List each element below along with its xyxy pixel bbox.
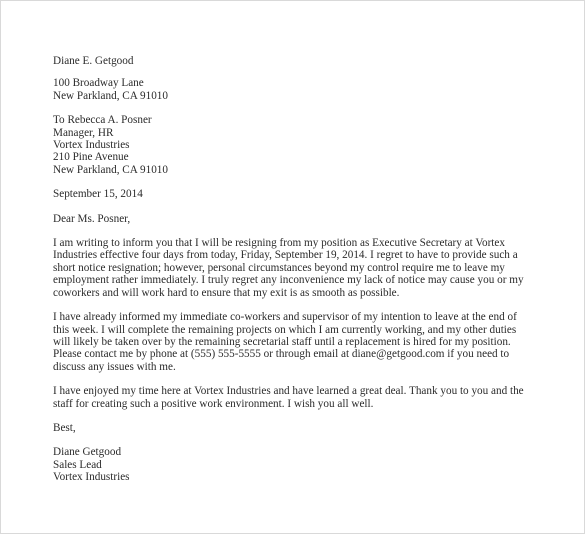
- sender-name: Diane E. Getgood: [53, 55, 134, 67]
- letter-date: September 15, 2014: [53, 188, 143, 201]
- resignation-letter: [53, 55, 533, 484]
- recipient-line5: New Parkland, CA 91010: [53, 163, 168, 176]
- signature-title: Sales Lead: [53, 458, 102, 471]
- recipient-line4: 210 Pine Avenue: [53, 151, 129, 164]
- salutation: Dear Ms. Posner,: [53, 212, 131, 225]
- signature-company: Vortex Industries: [53, 471, 130, 484]
- sender-address-line1: 100 Broadway Lane: [53, 77, 144, 90]
- body-paragraph-1: I am writing to inform you that I will be resigning from my position as Executive Secretary at Vortex Industries effective four days from today, Friday, September 19, 2014. I regret to have to provide such a short notice resignation; however, personal circumstances beyond my control require me to leave my employment rather immediately. I truly regret any inconvenience my lack of notice may cause you or my coworkers and will work hard to ensure that my exit is as smooth as possible.: [53, 237, 524, 299]
- signature-block: [53, 446, 533, 483]
- recipient-block: [53, 114, 533, 176]
- recipient-line2: Manager, HR: [53, 126, 114, 139]
- body-paragraph-2: I have already informed my immediate co-workers and supervisor of my intention to leave at the end of this week. I will complete the remaining projects on which I am currently working, and my other duties will likely be taken over by the remaining secretarial staff until a replacement is hired for my position. Please contact me by phone at (555) 555-5555 or through email at diane@getgood.com if you need to discuss any issues with me.: [53, 311, 517, 373]
- recipient-line3: Vortex Industries: [53, 139, 130, 152]
- sender-address-line2: New Parkland, CA 91010: [53, 89, 168, 102]
- sender-block: [53, 55, 533, 102]
- closing: Best,: [53, 421, 76, 434]
- body-paragraph-3: I have enjoyed my time here at Vortex Industries and have learned a great deal. Thank you to you and the staff for creating such a positive work environment. I wish you all well.: [53, 385, 524, 410]
- signature-name: Diane Getgood: [53, 446, 122, 459]
- recipient-line1: To Rebecca A. Posner: [53, 114, 152, 127]
